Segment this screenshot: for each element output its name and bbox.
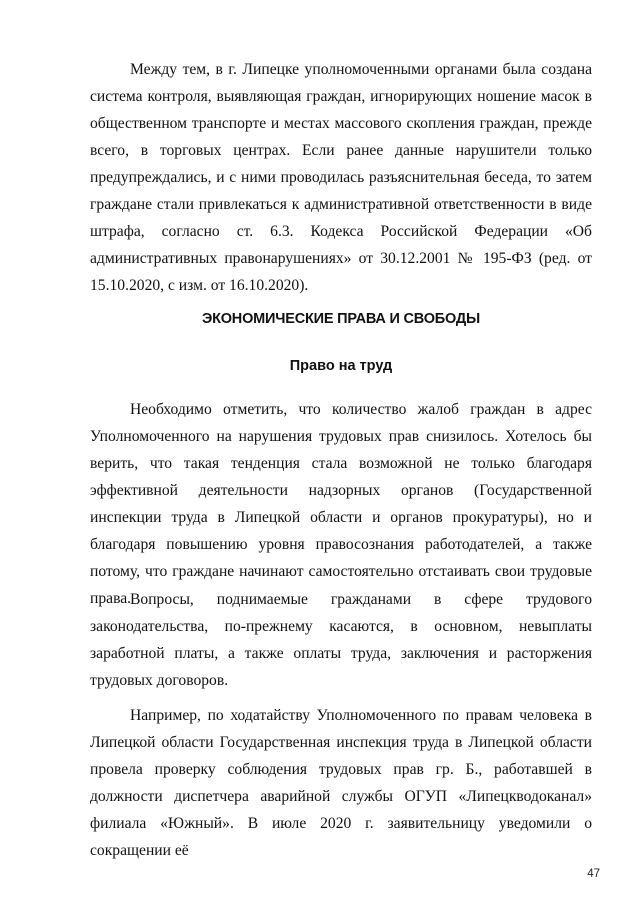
subsection-heading: Право на труд	[289, 358, 393, 374]
paragraph-mask-control: Между тем, в г. Липецке уполномоченными органами была создана система контроля, выявляющая граждан, игнорирующих ношение масок в общественном транспорте и местах массового скопления граждан, прежде всего, в торговых центрах. Если ранее данные нарушители только предупреждались, и с ними проводилась разъяснительная беседа, то затем граждане стали привлекаться к административной ответственности в виде штрафа, согласно ст. 6.3. Кодекса Российской Федерации «Об административных правонарушениях» от 30.12.2001 № 195-ФЗ (ред. от 15.10.2020, с изм. от 16.10.2020).	[90, 61, 592, 294]
section-heading: ЭКОНОМИЧЕСКИЕ ПРАВА И СВОБОДЫ	[201, 311, 481, 327]
page-number: 47	[587, 868, 600, 880]
paragraph-example-case: Например, по ходатайству Уполномоченного по правам человека в Липецкой области Государственная инспекция труда в Липецкой области провела проверку соблюдения трудовых прав гр. Б., работавшей в должности диспетчера аварийной службы ОГУП «Липецкводоканал» филиала «Южный». В июле 2020 г. заявительницу уведомили о сокращении её	[90, 707, 592, 859]
paragraph-complaints: Необходимо отметить, что количество жалоб граждан в адрес Уполномоченного на нарушения трудовых прав снизилось. Хотелось бы верить, что такая тенденция стала возможной не только благодаря эффективной деятельности надзорных органов (Государственной инспекции труда в Липецкой области и органов прокуратуры), но и благодаря повышению уровня правосознания работодателей, а также потому, что граждане начинают самостоятельно отстаивать свои трудовые права.	[90, 401, 592, 607]
paragraph-labor-questions: Вопросы, поднимаемые гражданами в сфере трудового законодательства, по-прежнему касаются, в основном, невыплаты заработной платы, а также оплаты труда, заключения и расторжения трудовых договоров.	[90, 591, 592, 689]
